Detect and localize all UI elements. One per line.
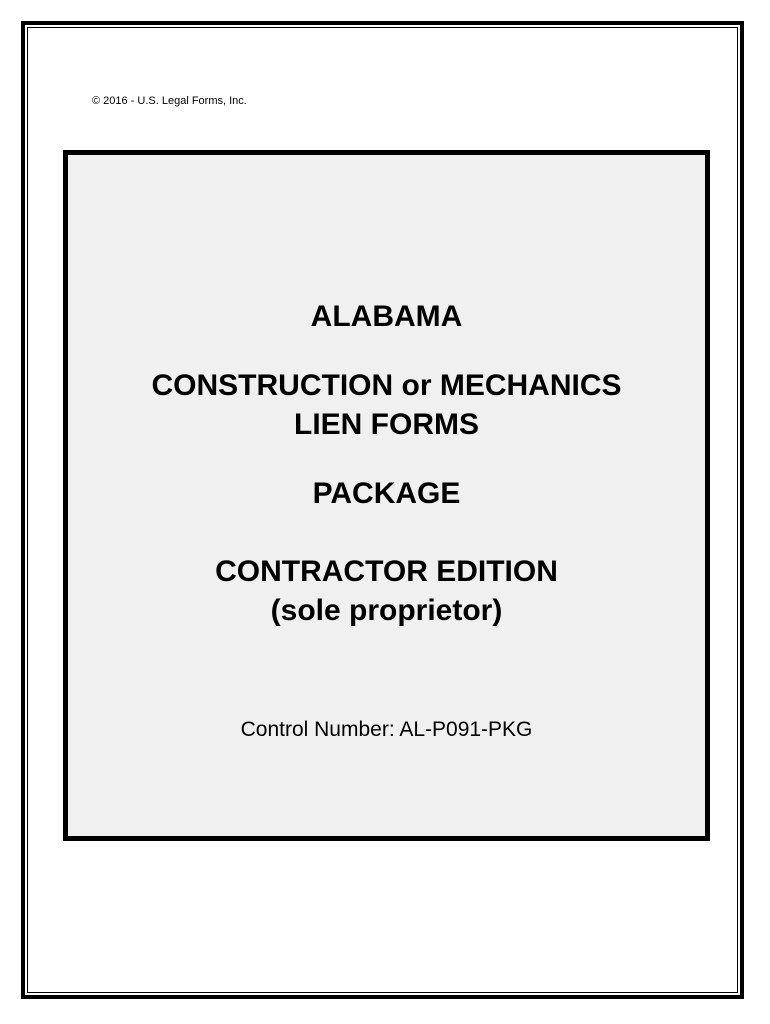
form-title-line1: CONSTRUCTION or MECHANICS xyxy=(151,369,622,402)
edition-subtitle: (sole proprietor) xyxy=(270,594,503,627)
state-title: ALABAMA xyxy=(310,300,463,333)
package-label: PACKAGE xyxy=(312,477,461,510)
copyright-notice: © 2016 - U.S. Legal Forms, Inc. xyxy=(92,95,247,107)
control-number: Control Number: AL-P091-PKG xyxy=(240,718,533,741)
edition-title: CONTRACTOR EDITION xyxy=(215,555,558,588)
form-title-line2: LIEN FORMS xyxy=(294,408,479,441)
cover-panel xyxy=(63,150,710,841)
